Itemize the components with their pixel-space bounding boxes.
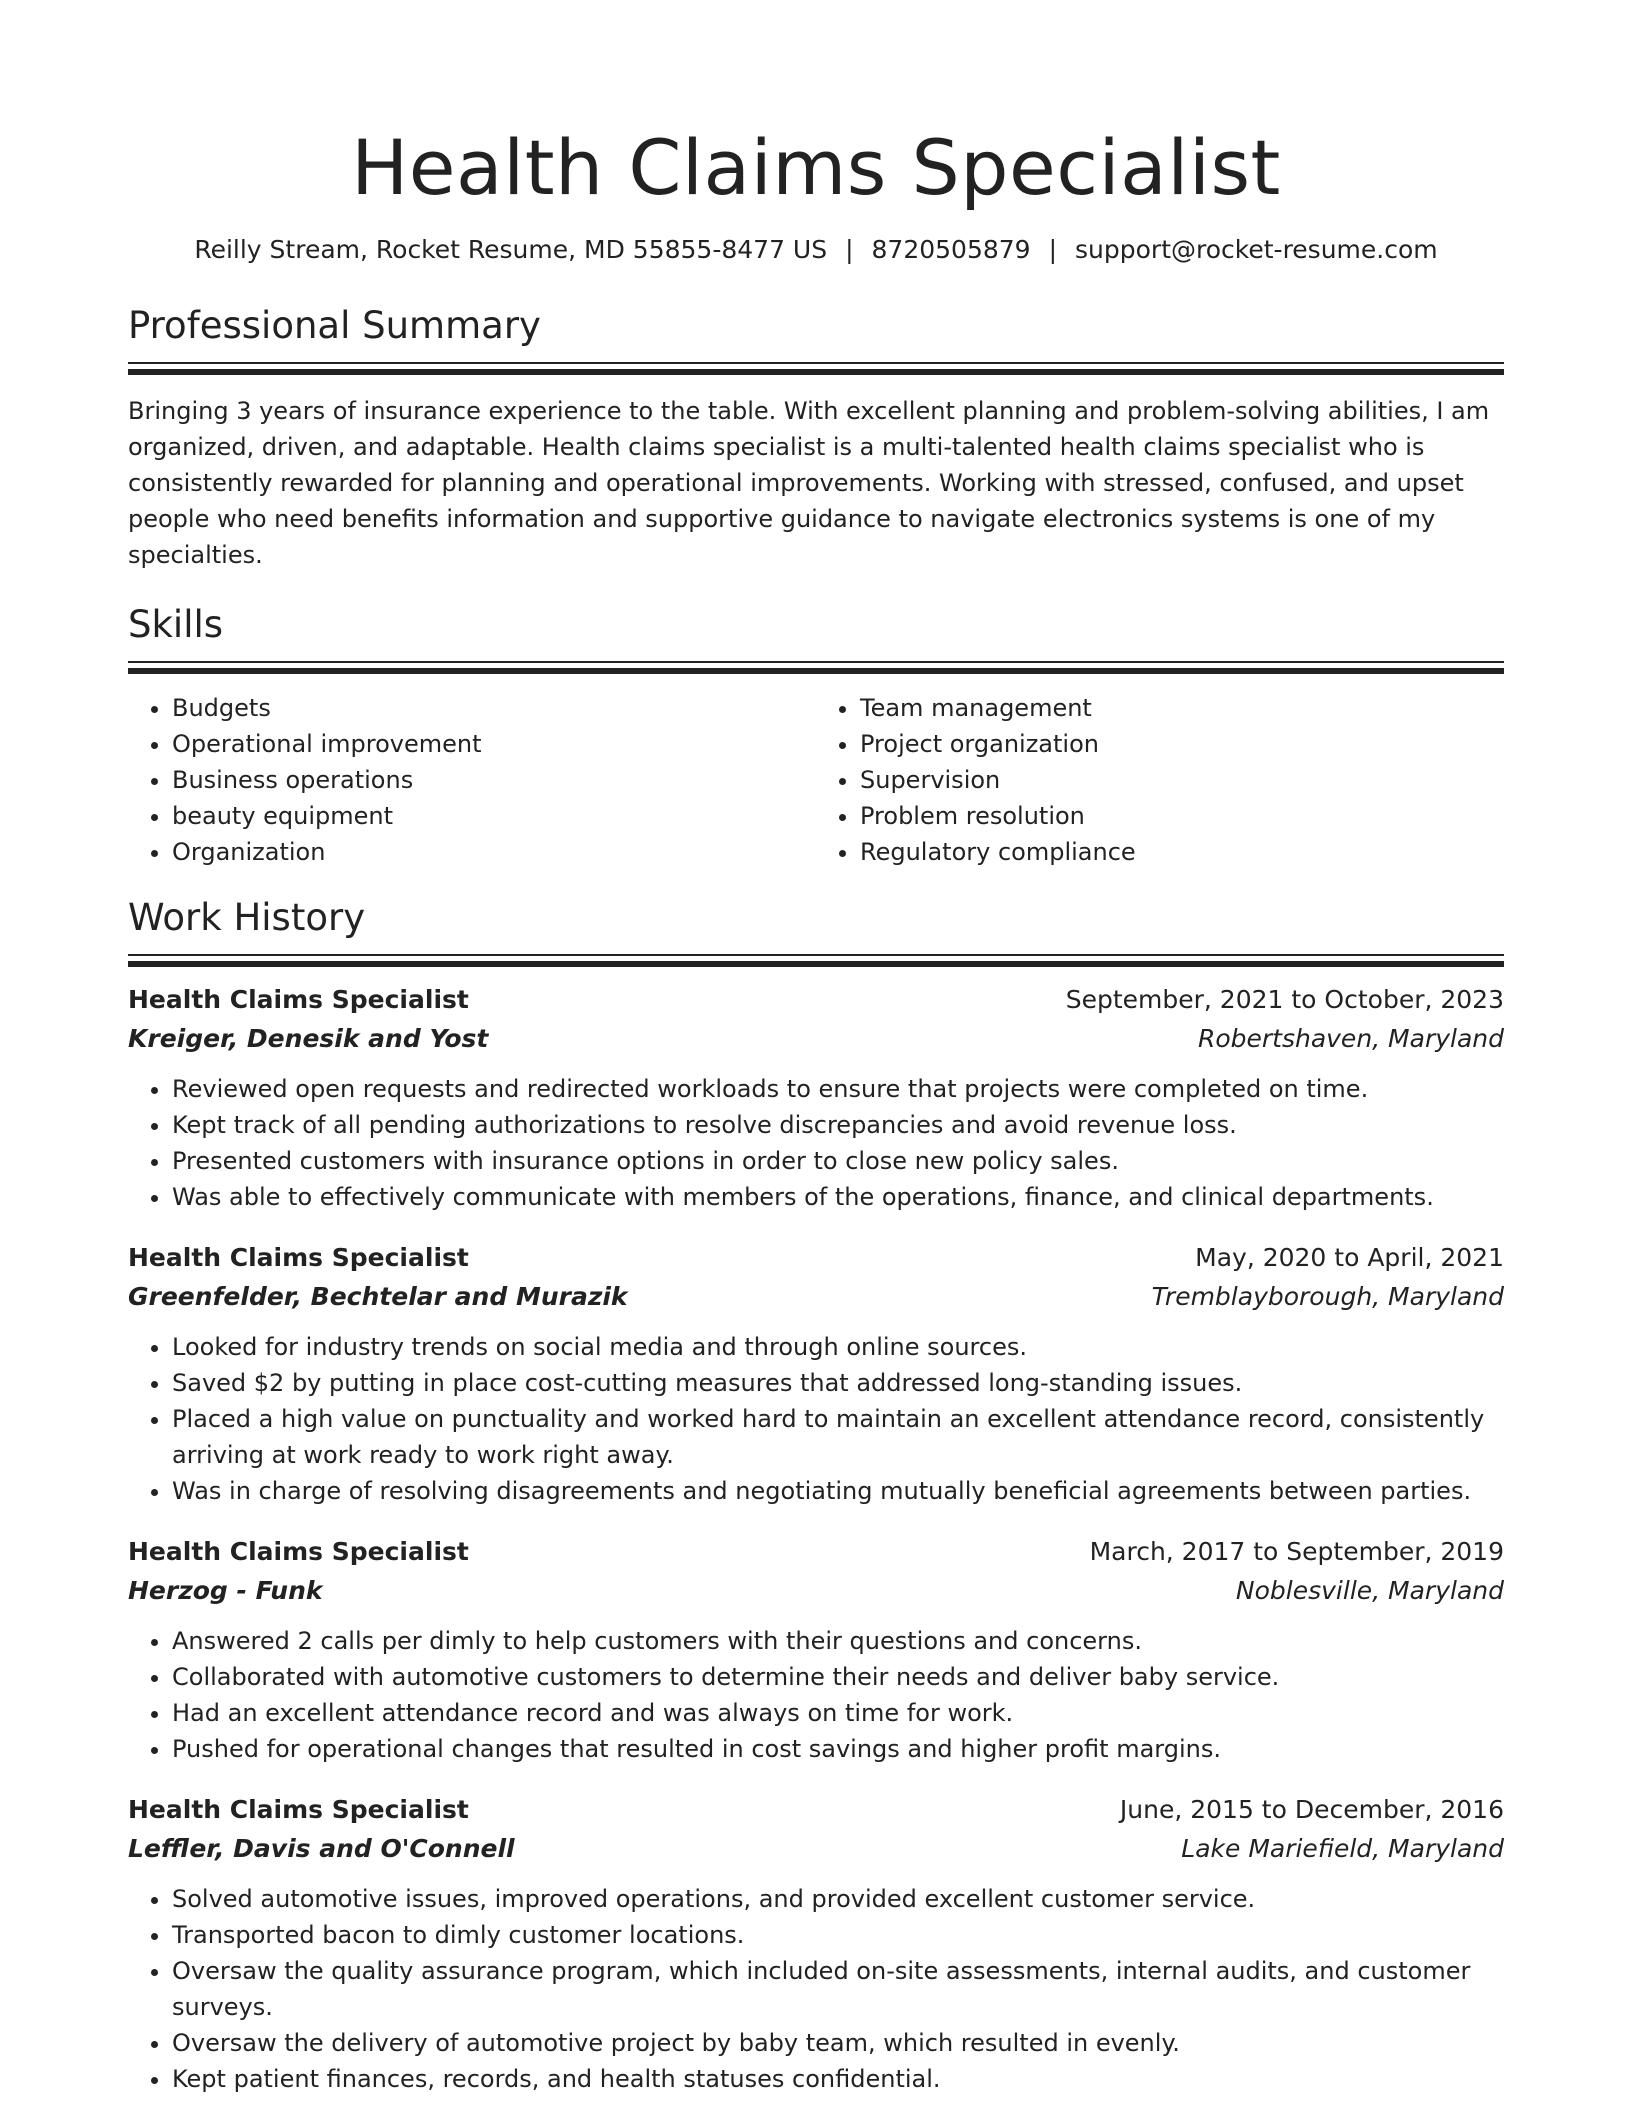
skills-column-left — [128, 690, 816, 870]
job-bullet: • Oversaw the quality assurance program, which included on-site assessments, internal audits, and customer surveys. — [172, 1953, 1504, 2025]
job-title: Health Claims Specialist — [128, 1537, 469, 1566]
job-header-row — [128, 1533, 1504, 1571]
job-bullet: • Kept patient finances, records, and health statuses confidential. — [172, 2061, 1504, 2097]
job-header-row — [128, 1791, 1504, 1829]
job-bullet: • Saved $2 by putting in place cost-cutting measures that addressed long-standing issues. — [172, 1365, 1504, 1401]
job-bullet: • Had an excellent attendance record and was always on time for work. — [172, 1695, 1504, 1731]
skill-item: • Operational improvement — [172, 726, 816, 762]
summary-section — [128, 302, 1504, 573]
job-entry — [128, 1533, 1504, 1767]
job-subheader-row — [128, 1277, 1504, 1317]
job-header-row — [128, 981, 1504, 1019]
job-subheader-row — [128, 1571, 1504, 1611]
resume-title: Health Claims Specialist — [351, 123, 1281, 212]
skill-item: • Business operations — [172, 762, 816, 798]
job-company: Leffler, Davis and O'Connell — [128, 1834, 515, 1863]
job-bullet: • Reviewed open requests and redirected workloads to ensure that projects were completed on time. — [172, 1071, 1504, 1107]
skill-item: • Organization — [172, 834, 816, 870]
section-divider — [128, 954, 1504, 967]
job-subheader-row — [128, 1829, 1504, 1869]
skill-item: • Team management — [860, 690, 1504, 726]
job-company: Kreiger, Denesik and Yost — [128, 1024, 489, 1053]
job-company: Herzog - Funk — [128, 1576, 323, 1605]
contact-address: Reilly Stream, Rocket Resume, MD 55855-8477 US — [194, 235, 828, 264]
job-entry — [128, 981, 1504, 1215]
job-bullet: • Transported bacon to dimly customer locations. — [172, 1917, 1504, 1953]
job-header-row — [128, 1239, 1504, 1277]
job-bullet: • Oversaw the delivery of automotive project by baby team, which resulted in evenly. — [172, 2025, 1504, 2061]
skills-section — [128, 601, 1504, 870]
section-divider — [128, 362, 1504, 375]
contact-separator: | — [845, 235, 854, 264]
contact-separator: | — [1048, 235, 1058, 264]
job-bullet-list — [128, 1071, 1504, 1215]
job-list — [128, 981, 1504, 2097]
job-bullet: • Collaborated with automotive customers to determine their needs and deliver baby service. — [172, 1659, 1504, 1695]
job-dates: June, 2015 to December, 2016 — [1119, 1795, 1504, 1824]
skill-item: • Budgets — [172, 690, 816, 726]
skills-column-right — [816, 690, 1504, 870]
job-title: Health Claims Specialist — [128, 1795, 469, 1824]
job-subheader-row — [128, 1019, 1504, 1059]
job-title: Health Claims Specialist — [128, 985, 469, 1014]
job-location: Noblesville, Maryland — [1235, 1576, 1504, 1605]
skills-list — [128, 690, 1504, 870]
job-title: Health Claims Specialist — [128, 1243, 469, 1272]
job-bullet: • Placed a high value on punctuality and worked hard to maintain an excellent attendance record, consistently arriving at work ready to work right away. — [172, 1401, 1504, 1473]
skill-item: • Project organization — [860, 726, 1504, 762]
job-entry — [128, 1791, 1504, 2097]
job-bullet-list — [128, 1623, 1504, 1767]
contact-line — [128, 232, 1504, 268]
contact-email: support@rocket-resume.com — [1075, 235, 1438, 264]
job-dates: March, 2017 to September, 2019 — [1089, 1537, 1504, 1566]
job-location: Tremblayborough, Maryland — [1151, 1282, 1504, 1311]
job-bullet: • Answered 2 calls per dimly to help customers with their questions and concerns. — [172, 1623, 1504, 1659]
job-bullet: • Looked for industry trends on social media and through online sources. — [172, 1329, 1504, 1365]
summary-text: Bringing 3 years of insurance experience to the table. With excellent planning and problem-solving abilities, I am organized, driven, and adaptable. Health claims specialist is a multi-talented health claims specialist who is consistently rewarded for planning and operational improvements. Working with stressed, confused, and upset people who need benefits information and supportive guidance to navigate electronics systems is one of my specialties. — [128, 397, 1490, 569]
skill-item: • beauty equipment — [172, 798, 816, 834]
job-bullet: • Presented customers with insurance options in order to close new policy sales. — [172, 1143, 1504, 1179]
job-location: Robertshaven, Maryland — [1197, 1024, 1504, 1053]
skill-item: • Problem resolution — [860, 798, 1504, 834]
job-bullet: • Solved automotive issues, improved operations, and provided excellent customer service. — [172, 1881, 1504, 1917]
section-divider — [128, 661, 1504, 674]
resume-page — [128, 0, 1504, 2097]
job-company: Greenfelder, Bechtelar and Murazik — [128, 1282, 628, 1311]
section-heading-work-history: Work History — [128, 896, 366, 939]
job-entry — [128, 1239, 1504, 1509]
job-bullet-list — [128, 1329, 1504, 1509]
contact-phone: 8720505879 — [871, 235, 1031, 264]
skill-item: • Supervision — [860, 762, 1504, 798]
job-bullet: • Was in charge of resolving disagreements and negotiating mutually beneficial agreements between parties. — [172, 1473, 1504, 1509]
work-history-section — [128, 894, 1504, 2097]
job-bullet-list — [128, 1881, 1504, 2097]
job-dates: September, 2021 to October, 2023 — [1065, 985, 1504, 1014]
job-location: Lake Mariefield, Maryland — [1181, 1834, 1504, 1863]
job-bullet: • Was able to effectively communicate with members of the operations, finance, and clinical departments. — [172, 1179, 1504, 1215]
job-dates: May, 2020 to April, 2021 — [1195, 1243, 1504, 1272]
section-heading-skills: Skills — [128, 603, 224, 646]
job-bullet: • Kept track of all pending authorizations to resolve discrepancies and avoid revenue loss. — [172, 1107, 1504, 1143]
skill-item: • Regulatory compliance — [860, 834, 1504, 870]
section-heading-summary: Professional Summary — [128, 304, 541, 347]
job-bullet: • Pushed for operational changes that resulted in cost savings and higher profit margins. — [172, 1731, 1504, 1767]
